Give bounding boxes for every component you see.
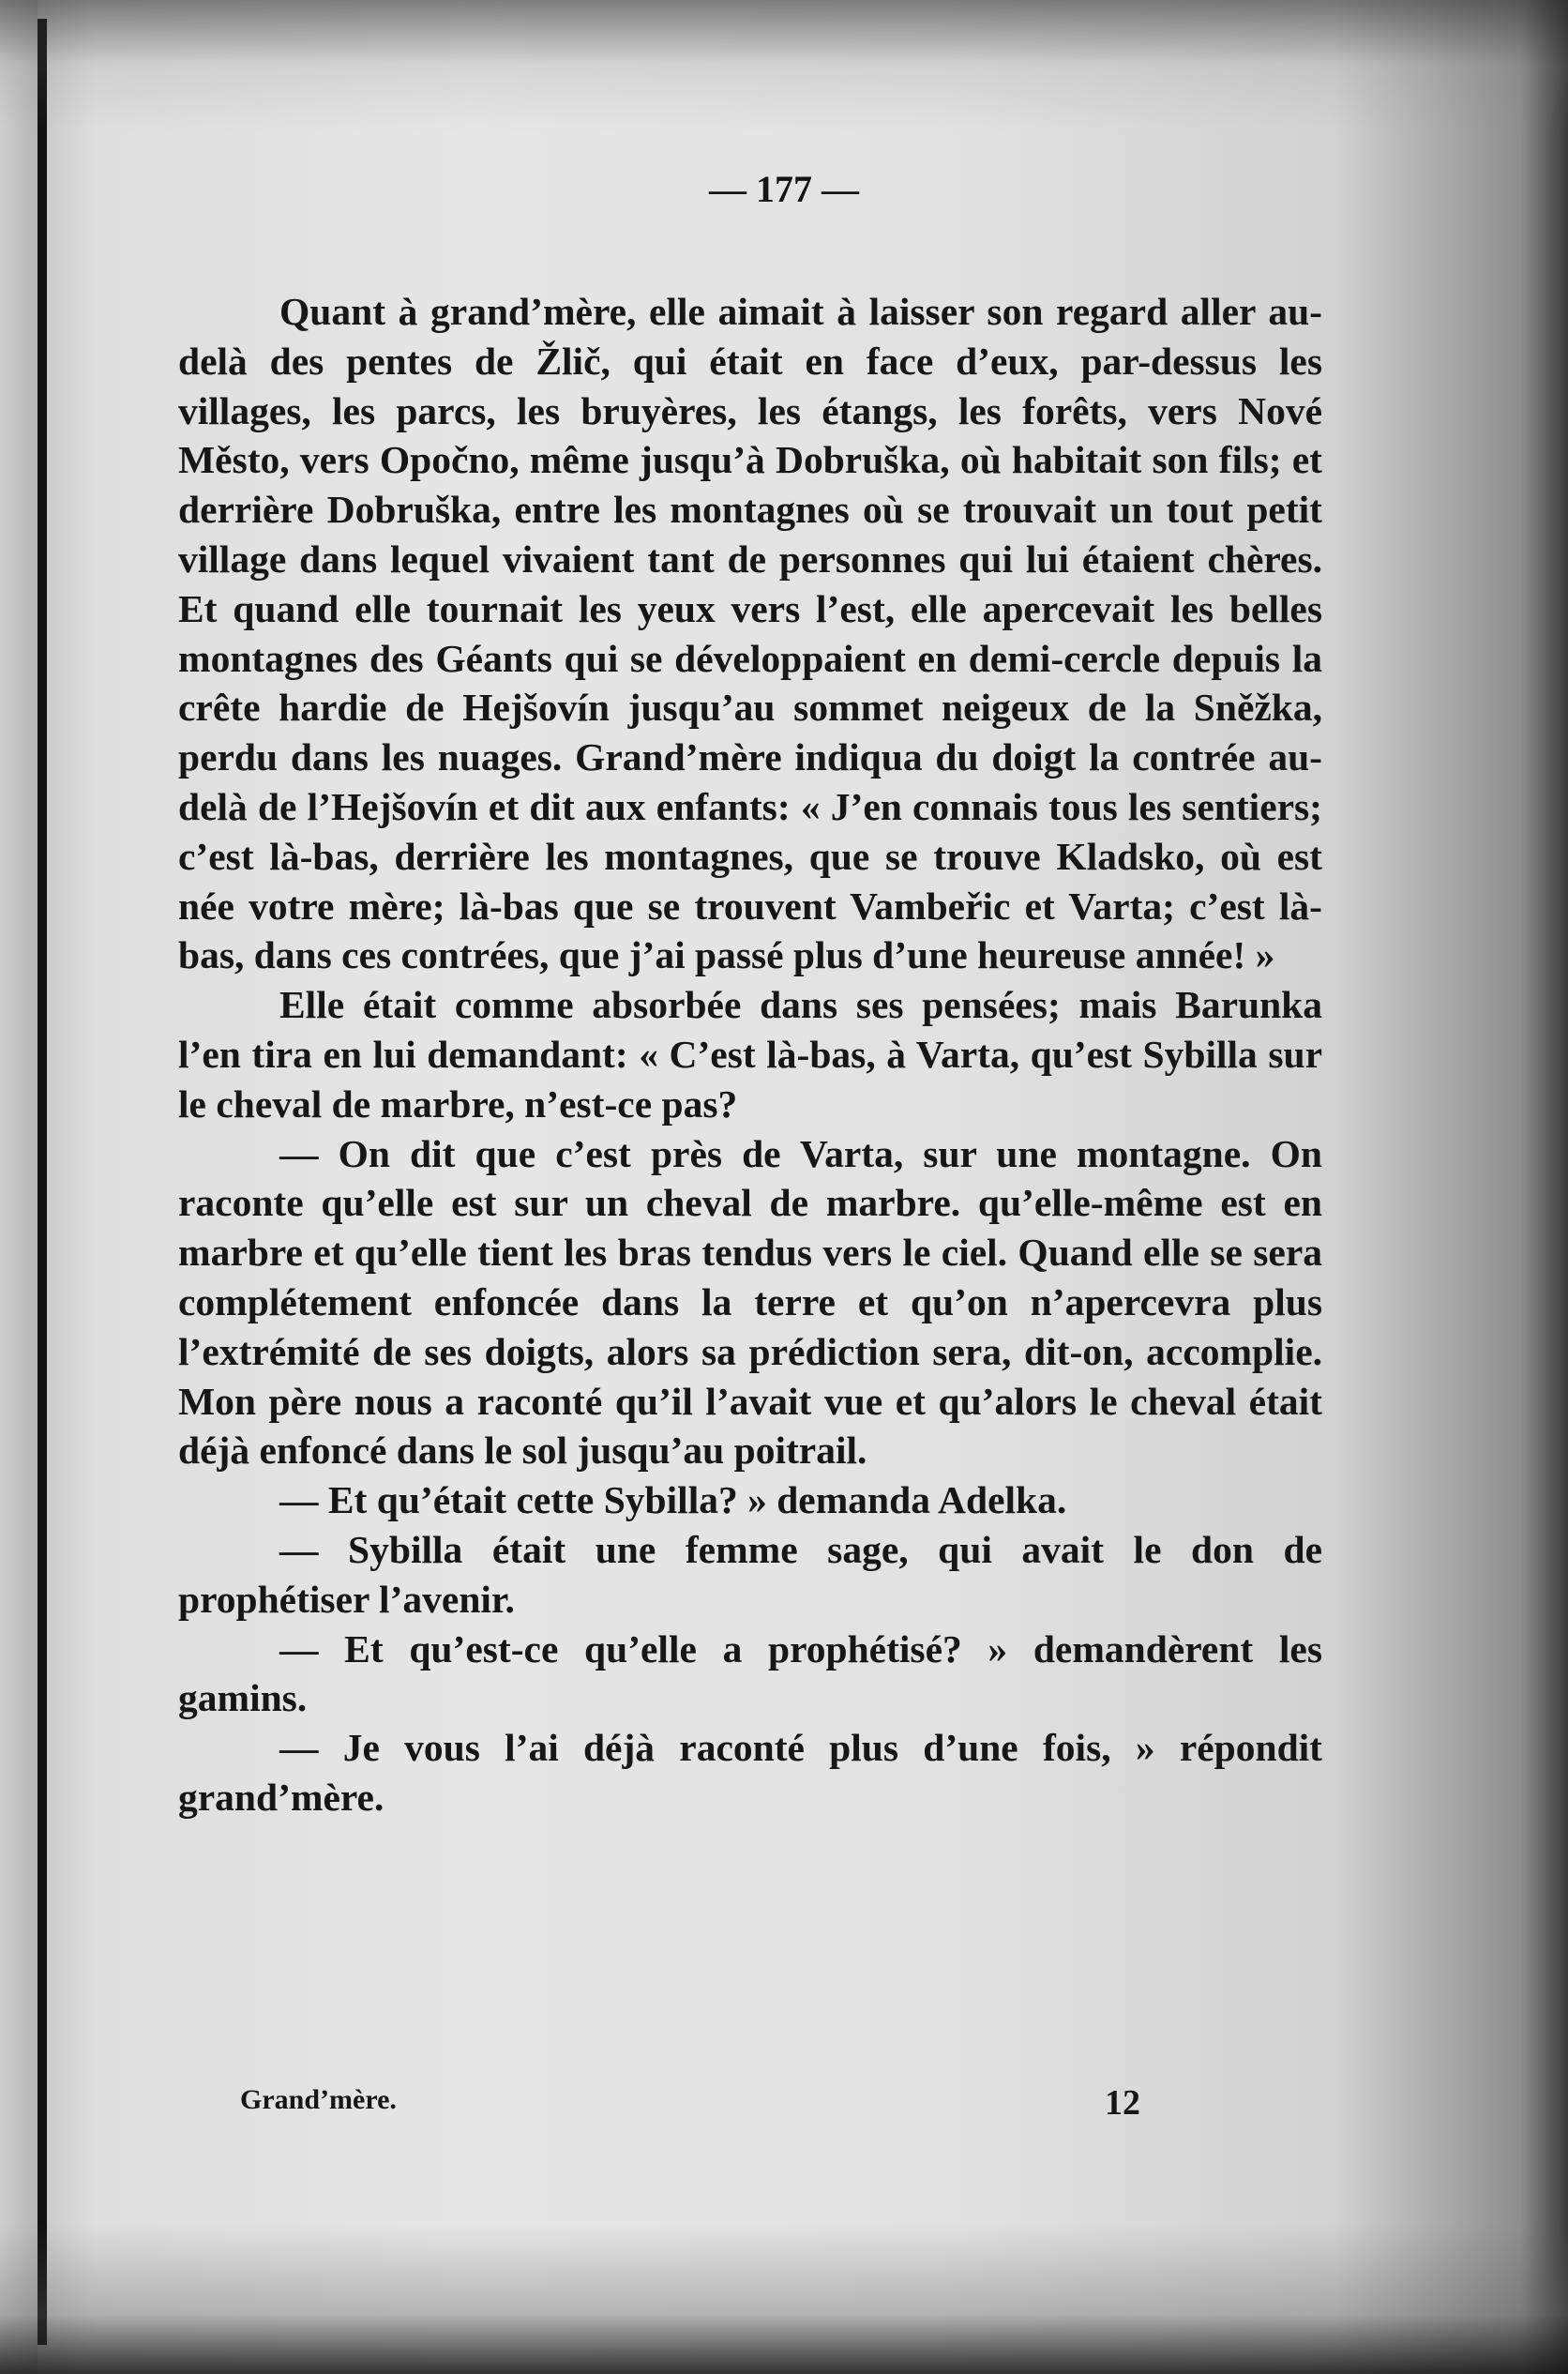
signature-number: 12: [1105, 2083, 1140, 2123]
binding-edge: [38, 19, 47, 2345]
body-text: [178, 287, 1322, 1822]
paragraph-1: Quant à grand’mère, elle aimait à laisser son regard aller au-delà des pentes de Žlič, qui était en face d’eux, par-dessus les villages, les parcs, les bruyères, les étangs, les forêts, vers Nové Město, vers Opočno, même jusqu’à Dobruška, où habitait son fils; et derrière Dobruška, entre les montagnes où se trouvait un tout petit village dans lequel vivaient tant de personnes qui lui étaient chères. Et quand elle tournait les yeux vers l’est, elle apercevait les belles montagnes des Géants qui se développaient en demi-cercle depuis la crête hardie de Hejšovín jusqu’au sommet neigeux de la Sněžka, perdu dans les nuages. Grand’mère indiqua du doigt la contrée au-delà de l’Hejšovín et dit aux enfants: « J’en connais tous les sentiers; c’est là-bas, derrière les montagnes, que se trouve Kladsko, où est née votre mère; là-bas que se trouvent Vambeřic et Varta; c’est là-bas, dans ces contrées, que j’ai passé plus d’une heureuse année! »: [178, 290, 1322, 977]
bottom-shadow: [0, 2224, 1568, 2374]
page-footer: [240, 2084, 1178, 2140]
page-number: — 177 —: [709, 168, 859, 210]
paragraph-5: — Sybilla était une femme sage, qui avait le don de prophétiser l’avenir.: [178, 1527, 1322, 1621]
paragraph-6: — Et qu’est-ce qu’elle a prophétisé? » demandèrent les gamins.: [178, 1626, 1322, 1720]
paragraph-2: Elle était comme absorbée dans ses pensées; mais Barunka l’en tira en lui demandant: « C’est là-bas, à Varta, qu’est Sybilla sur le cheval de marbre, n’est-ce pas?: [178, 983, 1322, 1126]
paragraph-4: — Et qu’était cette Sybilla? » demanda Adelka.: [279, 1478, 1067, 1522]
binding-gutter: [0, 0, 38, 2374]
paragraph-3: — On dit que c’est près de Varta, sur une montagne. On raconte qu’elle est sur un cheval de marbre. qu’elle-même est en marbre et qu’elle tient les bras tendus vers le ciel. Quand elle se sera complétement enfoncée dans la terre et qu’on n’apercevra plus l’extrémité de ses doigts, alors sa prédiction sera, dit-on, accomplie. Mon père nous a raconté qu’il l’avait vue et qu’alors le cheval était déjà enfoncé dans le sol jusqu’au poitrail.: [178, 1131, 1322, 1473]
top-shadow: [0, 0, 1568, 131]
signature-title: Grand’mère.: [240, 2084, 397, 2115]
paragraph-7: — Je vous l’ai déjà raconté plus d’une fois, » répondit grand’mère.: [178, 1726, 1322, 1819]
